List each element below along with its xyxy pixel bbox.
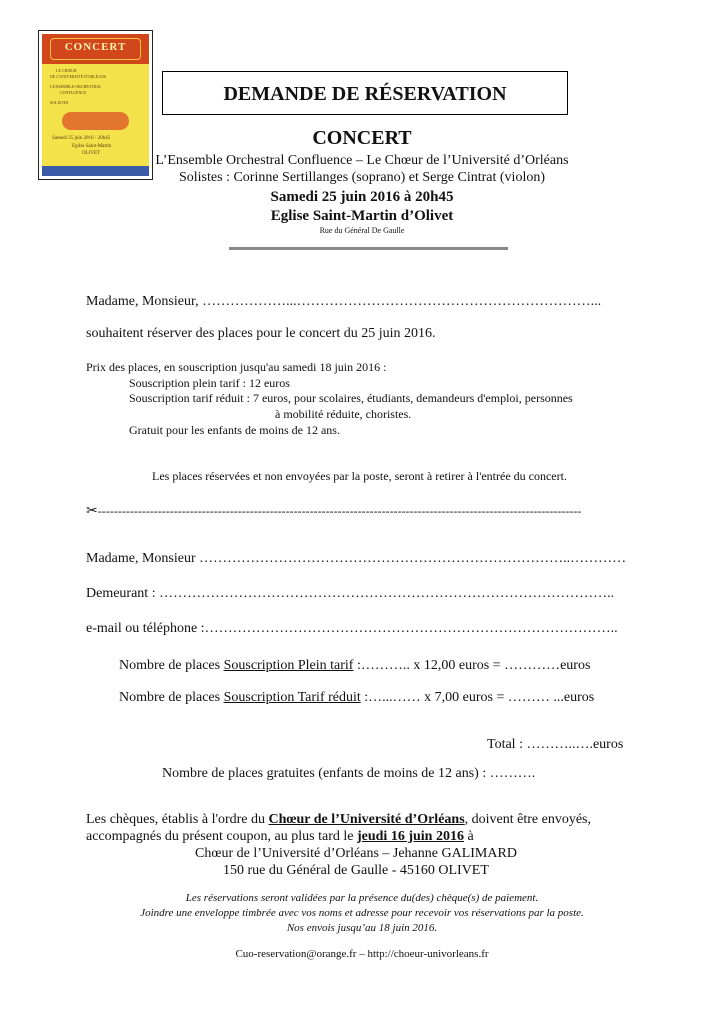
salutation-line: Madame, Monsieur, ………………...………………………………………………………... [86, 294, 602, 309]
total-field[interactable]: Total : ………..….euros [487, 737, 624, 752]
soloists: Solistes : Corinne Sertillanges (soprano) et Serge Cintrat (violon) [178, 170, 546, 185]
price-full: Souscription plein tarif : 12 euros [129, 376, 290, 390]
poster-line: LE CHŒUR [56, 68, 77, 73]
event-venue: Eglise Saint-Martin d’Olivet [270, 208, 454, 224]
text: , doivent être envoyés, [464, 812, 591, 827]
intro-text: souhaitent réserver des places pour le concert du 25 juin 2016. [86, 326, 436, 341]
row-calc: :……….. x 12,00 euros = …………euros [353, 658, 591, 673]
row-label: Nombre de places [119, 658, 224, 673]
poster-line: Samedi 25 juin 2016 - 20h45 [52, 136, 111, 141]
footer-note-1: Les réservations seront validées par la présence du(des) chèque(s) de paiement. [185, 892, 539, 904]
deadline: jeudi 16 juin 2016 [356, 829, 464, 844]
payee: Chœur de l’Université d’Orléans [268, 812, 465, 827]
event-title: CONCERT [312, 127, 412, 149]
full-price-row[interactable] [119, 658, 590, 674]
prices-heading: Prix des places, en souscription jusqu'au samedi 18 juin 2016 : [86, 360, 387, 374]
page-title: DEMANDE DE RÉSERVATION [162, 71, 568, 115]
name-field[interactable]: Madame, Monsieur ……………………………………………………………………..………… [86, 551, 627, 566]
poster-line: OLIVET [82, 151, 101, 156]
text: Les chèques, établis à l'ordre du [86, 812, 269, 827]
row-calc: :…...…… x 7,00 euros = ……… ...euros [360, 690, 595, 705]
event-date: Samedi 25 juin 2016 à 20h45 [270, 189, 454, 205]
recipient: Chœur de l’Université d’Orléans – Jehanne GALIMARD [195, 846, 517, 861]
text: accompagnés du présent coupon, au plus tard le [86, 829, 357, 844]
price-free: Gratuit pour les enfants de moins de 12 ans. [129, 423, 340, 437]
reduced-price-row[interactable] [119, 690, 594, 706]
row-label: Nombre de places [119, 690, 224, 705]
text: à [463, 829, 474, 844]
recipient-address: 150 rue du Général de Gaulle - 45160 OLIVET [223, 863, 489, 878]
price-reduced: Souscription tarif réduit : 7 euros, pour scolaires, étudiants, demandeurs d'emploi, personnes [129, 391, 573, 405]
performers: L’Ensemble Orchestral Confluence – Le Chœur de l’Université d’Orléans [155, 153, 569, 168]
poster-title: CONCERT [64, 41, 127, 53]
poster-line: DE L'UNIVERSITÉ D'ORLÉANS [50, 74, 107, 79]
dash-line: ------------------------------------------------------------------------------------------------------------------------- [97, 504, 582, 518]
row-category: Souscription Plein tarif [223, 658, 354, 673]
pickup-notice: Les places réservées et non envoyées par la poste, seront à retirer à l'entrée du concert. [152, 469, 567, 483]
price-reduced-cont: à mobilité réduite, choristes. [275, 407, 412, 421]
poster-line: L'ENSEMBLE ORCHESTRAL [50, 84, 102, 89]
footer-note-2: Joindre une enveloppe timbrée avec vos noms et adresse pour recevoir vos réservations par la poste. [140, 907, 584, 919]
divider [229, 247, 508, 250]
contact-field[interactable]: e-mail ou téléphone :…………………………………………………………………………….. [86, 621, 618, 636]
footer-note-3: Nos envois jusqu’au 18 juin 2016. [286, 922, 438, 934]
poster-line: Eglise Saint-Martin [72, 144, 112, 149]
row-category: Souscription Tarif réduit [223, 690, 361, 705]
address-field[interactable]: Demeurant : …………………………………………………………………………………….. [86, 586, 615, 601]
free-places-field[interactable]: Nombre de places gratuites (enfants de moins de 12 ans) : ………. [162, 766, 536, 781]
event-street: Rue du Général De Gaulle [319, 226, 405, 235]
footer-contact[interactable]: Cuo-reservation@orange.fr – http://choeur-univorleans.fr [235, 948, 489, 960]
poster-line: SOLISTES [50, 100, 69, 105]
scissors-icon: ✂ [86, 503, 98, 519]
payment-line-1 [86, 812, 591, 828]
payment-line-2 [86, 829, 474, 845]
poster-line: CONFLUENCE [60, 90, 87, 95]
cut-line [86, 503, 638, 519]
